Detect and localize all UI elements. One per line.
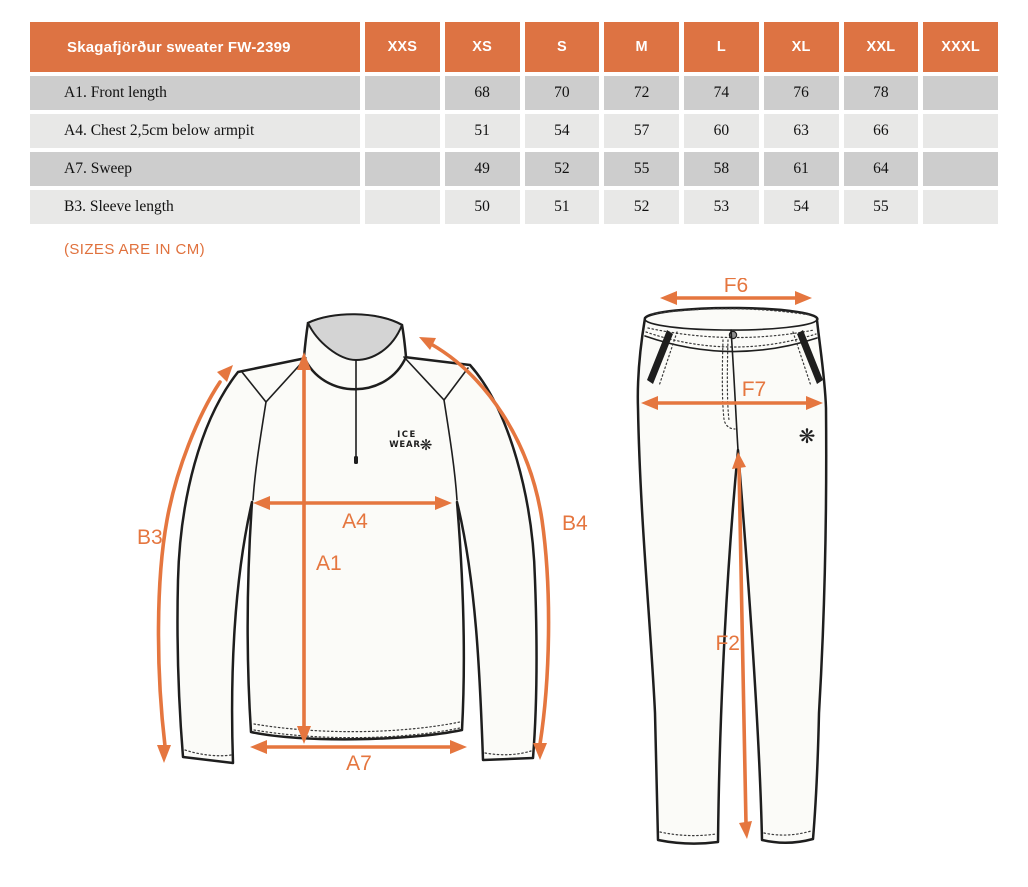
units-note: (SIZES ARE IN CM) xyxy=(64,241,205,258)
size-value-cell: 70 xyxy=(525,76,600,110)
size-value-cell: 58 xyxy=(684,152,759,186)
size-value-cell: 55 xyxy=(604,152,679,186)
size-value-cell: 54 xyxy=(764,190,839,224)
table-row xyxy=(30,114,998,148)
size-value-cell: 72 xyxy=(604,76,679,110)
size-value-cell: 57 xyxy=(604,114,679,148)
measurement-label-b4: B4 xyxy=(562,512,588,535)
size-value-cell: 53 xyxy=(684,190,759,224)
size-value-cell xyxy=(365,114,440,148)
size-value-cell xyxy=(923,152,998,186)
measurement-label-a4: A4 xyxy=(342,510,368,533)
snowflake-icon: ❋ xyxy=(798,424,816,448)
size-value-cell: 63 xyxy=(764,114,839,148)
measurement-label-f2: F2 xyxy=(715,632,740,655)
row-label: A7. Sweep xyxy=(30,152,360,186)
size-value-cell xyxy=(365,190,440,224)
size-chart-table xyxy=(25,18,1003,228)
size-value-cell xyxy=(923,114,998,148)
pants-diagram xyxy=(620,278,850,858)
size-value-cell: 64 xyxy=(844,152,919,186)
product-title: Skagafjörður sweater FW-2399 xyxy=(30,22,360,72)
size-value-cell xyxy=(923,76,998,110)
column-header-xl: XL xyxy=(764,22,839,72)
column-header-xxxl: XXXL xyxy=(923,22,998,72)
header-row xyxy=(30,22,998,72)
row-label: B3. Sleeve length xyxy=(30,190,360,224)
brand-logo-line1: ICE xyxy=(397,430,417,440)
a7-arrowhead-left xyxy=(250,740,267,754)
pants-flat-drawing xyxy=(620,278,850,858)
column-header-xxs: XXS xyxy=(365,22,440,72)
measurement-label-a7: A7 xyxy=(346,752,372,775)
f6-arrowhead-right xyxy=(795,291,812,305)
size-value-cell xyxy=(923,190,998,224)
b3-arrowhead-bottom xyxy=(157,745,171,763)
size-value-cell: 55 xyxy=(844,190,919,224)
f2-arrowhead-bottom xyxy=(739,821,752,839)
measurement-label-f7: F7 xyxy=(741,378,767,401)
size-value-cell: 78 xyxy=(844,76,919,110)
a7-arrowhead-right xyxy=(450,740,467,754)
size-value-cell xyxy=(365,152,440,186)
measurement-label-b3: B3 xyxy=(137,526,163,549)
sweater-body-outline xyxy=(177,357,536,763)
size-value-cell: 68 xyxy=(445,76,520,110)
measurement-label-f6: F6 xyxy=(723,278,749,297)
column-header-xs: XS xyxy=(445,22,520,72)
size-value-cell: 60 xyxy=(684,114,759,148)
f6-arrowhead-left xyxy=(660,291,677,305)
size-value-cell: 74 xyxy=(684,76,759,110)
size-value-cell: 49 xyxy=(445,152,520,186)
sweater-flat-drawing xyxy=(120,280,610,800)
size-value-cell: 50 xyxy=(445,190,520,224)
sweater-diagram xyxy=(120,280,610,800)
brand-logo-line2: WEAR xyxy=(389,440,421,450)
column-header-xxl: XXL xyxy=(844,22,919,72)
size-value-cell: 51 xyxy=(525,190,600,224)
column-header-m: M xyxy=(604,22,679,72)
measurement-label-a1: A1 xyxy=(316,552,342,575)
size-value-cell: 52 xyxy=(604,190,679,224)
size-value-cell: 66 xyxy=(844,114,919,148)
size-value-cell xyxy=(365,76,440,110)
pants-outline xyxy=(638,308,826,844)
size-value-cell: 52 xyxy=(525,152,600,186)
size-value-cell: 51 xyxy=(445,114,520,148)
column-header-s: S xyxy=(525,22,600,72)
row-label: A4. Chest 2,5cm below armpit xyxy=(30,114,360,148)
zipper-pull xyxy=(354,456,358,464)
table-row xyxy=(30,76,998,110)
column-header-l: L xyxy=(684,22,759,72)
size-value-cell: 61 xyxy=(764,152,839,186)
size-value-cell: 54 xyxy=(525,114,600,148)
table-row xyxy=(30,152,998,186)
size-value-cell: 76 xyxy=(764,76,839,110)
row-label: A1. Front length xyxy=(30,76,360,110)
snowflake-icon: ❋ xyxy=(419,436,433,454)
table-row xyxy=(30,190,998,224)
b3-arrowhead-top xyxy=(217,365,233,382)
b4-arrowhead-bottom xyxy=(533,743,547,760)
